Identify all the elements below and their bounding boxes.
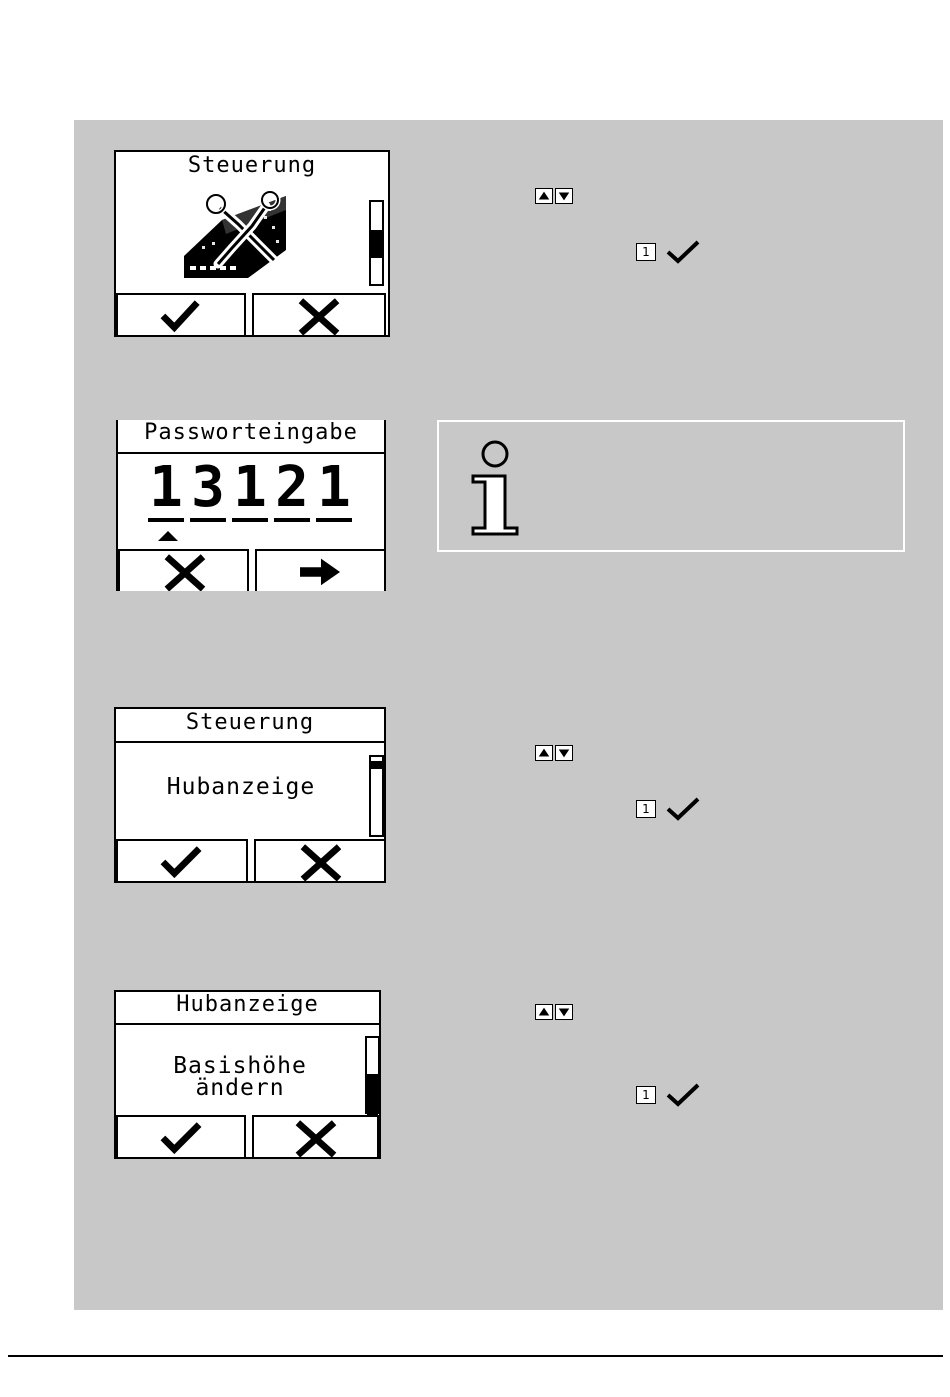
footer-rule xyxy=(8,1355,943,1357)
scrollbar[interactable] xyxy=(369,755,384,837)
down-triangle-icon xyxy=(556,189,572,203)
number-key[interactable]: 1 xyxy=(636,1086,656,1104)
cancel-softkey[interactable] xyxy=(118,549,249,591)
password-digits[interactable] xyxy=(148,455,352,522)
display-title: Steuerung xyxy=(187,153,317,178)
up-triangle-icon xyxy=(536,189,552,203)
scroll-thumb[interactable] xyxy=(371,230,382,258)
scroll-thumb[interactable] xyxy=(371,761,382,769)
down-arrow-key[interactable] xyxy=(555,745,573,761)
down-arrow-key[interactable] xyxy=(555,1004,573,1020)
display-title: Passworteingabe xyxy=(118,420,384,454)
password-digit[interactable]: 3 xyxy=(191,455,225,520)
confirm-softkey[interactable] xyxy=(116,839,248,881)
down-arrow-key[interactable] xyxy=(555,188,573,204)
info-icon xyxy=(469,438,525,538)
arrow-right-icon xyxy=(257,551,384,591)
confirm-softkey[interactable] xyxy=(116,1115,246,1157)
display-hubanzeige xyxy=(114,990,381,1159)
up-triangle-icon xyxy=(536,746,552,760)
check-icon xyxy=(666,240,700,264)
cancel-softkey[interactable] xyxy=(252,293,386,335)
cursor-triangle-icon xyxy=(156,530,180,542)
password-digit[interactable]: 2 xyxy=(275,455,309,520)
cross-icon xyxy=(254,295,384,335)
confirm-instruction xyxy=(636,240,700,264)
up-triangle-icon xyxy=(536,1005,552,1019)
display-title: Hubanzeige xyxy=(116,992,379,1025)
down-triangle-icon xyxy=(556,1005,572,1019)
up-arrow-key[interactable] xyxy=(535,188,553,204)
cross-icon xyxy=(256,841,384,881)
menu-item-line2[interactable]: ändern xyxy=(195,1075,285,1101)
down-triangle-icon xyxy=(556,746,572,760)
password-digit[interactable]: 1 xyxy=(149,455,183,520)
check-icon xyxy=(118,841,246,881)
cancel-softkey[interactable] xyxy=(254,839,386,881)
navigate-keys[interactable] xyxy=(535,188,573,204)
tools-on-block-icon xyxy=(182,186,312,282)
up-arrow-key[interactable] xyxy=(535,1004,553,1020)
password-digit[interactable]: 1 xyxy=(233,455,267,520)
number-key[interactable]: 1 xyxy=(636,243,656,261)
confirm-instruction xyxy=(636,1083,700,1107)
number-key[interactable]: 1 xyxy=(636,800,656,818)
up-arrow-key[interactable] xyxy=(535,745,553,761)
check-icon xyxy=(666,1083,700,1107)
scroll-thumb[interactable] xyxy=(367,1074,378,1116)
confirm-softkey[interactable] xyxy=(116,293,246,335)
scrollbar[interactable] xyxy=(369,200,384,286)
cross-icon xyxy=(254,1117,377,1157)
check-icon xyxy=(118,295,244,335)
display-steuerung-icon xyxy=(114,150,390,337)
display-passwort xyxy=(116,420,386,591)
check-icon xyxy=(666,797,700,821)
confirm-instruction xyxy=(636,797,700,821)
next-softkey[interactable] xyxy=(255,549,386,591)
display-title: Steuerung xyxy=(116,709,384,743)
info-box xyxy=(437,420,905,552)
navigate-keys[interactable] xyxy=(535,1004,573,1020)
password-digit[interactable]: 1 xyxy=(317,455,351,520)
cancel-softkey[interactable] xyxy=(252,1115,379,1157)
scrollbar[interactable] xyxy=(365,1036,380,1114)
check-icon xyxy=(118,1117,244,1157)
menu-item-line1[interactable]: Basishöhe xyxy=(173,1053,307,1079)
cross-icon xyxy=(120,551,247,591)
menu-item[interactable]: Hubanzeige xyxy=(166,774,316,800)
navigate-keys[interactable] xyxy=(535,745,573,761)
display-steuerung-menu xyxy=(114,707,386,883)
